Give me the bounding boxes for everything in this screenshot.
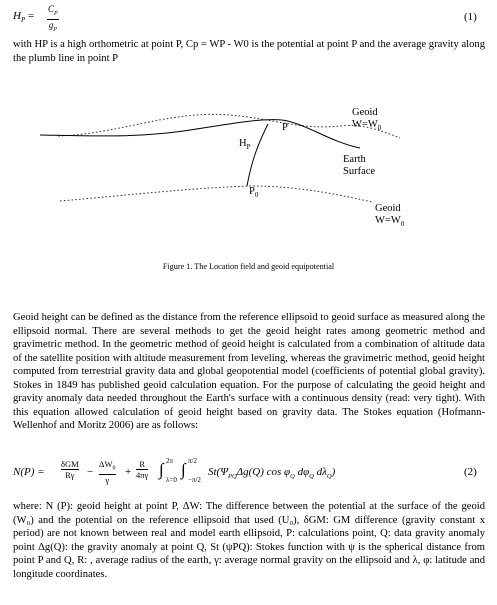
eq2-body-sub2: Q	[290, 473, 295, 481]
eq2-body-1: St(Ψ	[208, 466, 228, 478]
eq2-body-sub3: Q	[309, 473, 314, 481]
equation-2	[13, 457, 453, 489]
eq2-integral-2: ∫	[181, 460, 186, 479]
figure-1-caption: Figure 1. The Location field and geoid equipotential	[162, 262, 335, 271]
plumb-line	[247, 124, 268, 186]
label-geoid-top	[352, 107, 381, 134]
eq2-term1-num: δGM	[61, 459, 79, 469]
label-p0-symbol: P	[249, 186, 255, 197]
eq2-minus: −	[87, 466, 94, 478]
geoid-top-curve	[58, 114, 400, 138]
label-geoid-bottom-eq: W=W	[375, 215, 401, 226]
eq2-body-2: Δg(Q) cos φ	[236, 466, 291, 478]
eq2-integral-1-upper: 2π	[166, 457, 174, 465]
eq1-fraction	[47, 4, 59, 35]
eq2-body-sub4: Q	[326, 473, 332, 481]
label-earth-surface	[343, 154, 375, 178]
label-hp-symbol: H	[239, 138, 247, 149]
eq2-term1-den: Rγ	[65, 470, 75, 480]
geoid-bottom-curve	[60, 186, 372, 202]
eq2-term2-num: ΔW	[99, 459, 113, 469]
label-earth-line2: Surface	[343, 166, 376, 177]
eq2-integral-1: ∫	[159, 460, 164, 479]
eq2-term1	[61, 459, 79, 480]
eq2-plus: +	[125, 466, 132, 478]
eq2-term3	[136, 459, 148, 480]
equation-1-number: (1)	[464, 11, 477, 23]
label-geoid-top-sub: 0	[377, 124, 382, 133]
eq2-body-5: )	[331, 466, 336, 478]
label-geoid-top-eq: W=W	[352, 119, 378, 130]
label-geoid-bottom	[375, 203, 404, 230]
eq2-body-sub1: PQ	[227, 473, 237, 481]
label-geoid-top-line1: Geoid	[352, 107, 378, 118]
label-geoid-bottom-line1: Geoid	[375, 203, 401, 214]
eq1-num-sub: P	[54, 10, 58, 17]
eq2-term2	[99, 459, 116, 485]
eq1-lhs-symbol: H	[13, 10, 21, 22]
paragraph-1: with HP is a high orthometric at point P, Cp = WP - W0 is the potential at point P and the average gravity along the plumb line in point P	[13, 39, 485, 64]
equation-2-number: (2)	[464, 466, 477, 478]
eq1-den-sub: P	[53, 26, 57, 33]
label-geoid-bottom-sub: 0	[400, 220, 405, 229]
label-earth-line1: Earth	[343, 154, 366, 165]
eq2-integral-2-lower: −π/2	[188, 476, 201, 484]
figure-1-diagram	[0, 100, 497, 250]
eq2-term3-den: 4πγ	[136, 470, 149, 480]
paragraph-2: Geoid height can be defined as the distance from the reference ellipsoid to geoid surface as measured along the ellipsoid normal. There are several methods to get the geoid height rates among geometric method and gravimetric method. In the geometric method of geoid height is calculated from a combination of altitude data of the satellite position with altitude measurement from leveling, whereas the gravimetric method, geoid height computed from terrestrial gravity data and global geopotential model (coefficients of potential global gravity). Stokes in 1849 has published geoid calculation equation. For the purpose of calculating the geoid height and gravity anomaly data needed throughout the Earth's surface with a continuous density (read: very tight). With this equation allowed calculation of geoid height based on gravity data. The Stokes equation (Hofmann-Wellenhof and Moritz 2006) are as follows:	[13, 312, 485, 431]
label-point-p: P	[282, 122, 288, 133]
eq1-equals: =	[27, 10, 35, 22]
label-hp	[239, 138, 251, 153]
eq2-body	[208, 466, 335, 480]
eq2-body-4: dλ	[316, 466, 327, 478]
eq1-denominator: g	[48, 19, 54, 30]
label-geoid-bottom-line2	[375, 215, 404, 230]
eq2-integral-2-upper: π/2	[188, 457, 197, 465]
eq2-lhs: N(P) =	[13, 466, 45, 478]
eq1-lhs-sub: P	[20, 16, 26, 25]
label-hp-sub: P	[246, 143, 251, 152]
eq2-term2-den: γ	[105, 474, 110, 485]
eq2-term2-num-sub: 0	[112, 465, 116, 472]
earth-surface-curve	[40, 120, 360, 148]
eq1-numerator: C	[48, 4, 55, 14]
label-point-p0	[249, 186, 258, 201]
eq2-integral-1-lower: λ=0	[166, 476, 177, 484]
paragraph-3: where: N (P): geoid height at point P, ΔW: The difference between the potential at the surface of the geoid (W₀) and the potential on the reference ellipsoid that used (U₀), δGM: GM difference (gravity constant x period) are not known between real and model earth ellipsoid, P: calculations point, Q: data gravity anomaly point Δg(Q): the gravity anomaly at point Q, St (ψPQ): Stokes function with ψ is the spherical distance from point P and Q, R: , average radius of the earth, γ: average normal gravity on the ellipsoid and λ, φ: latitude and longitude coordinates.	[13, 501, 485, 580]
eq2-term3-num: R	[136, 459, 148, 470]
label-p0-sub: 0	[254, 191, 259, 200]
eq2-body-3: dφ	[294, 466, 310, 478]
label-geoid-top-line2	[352, 119, 381, 134]
